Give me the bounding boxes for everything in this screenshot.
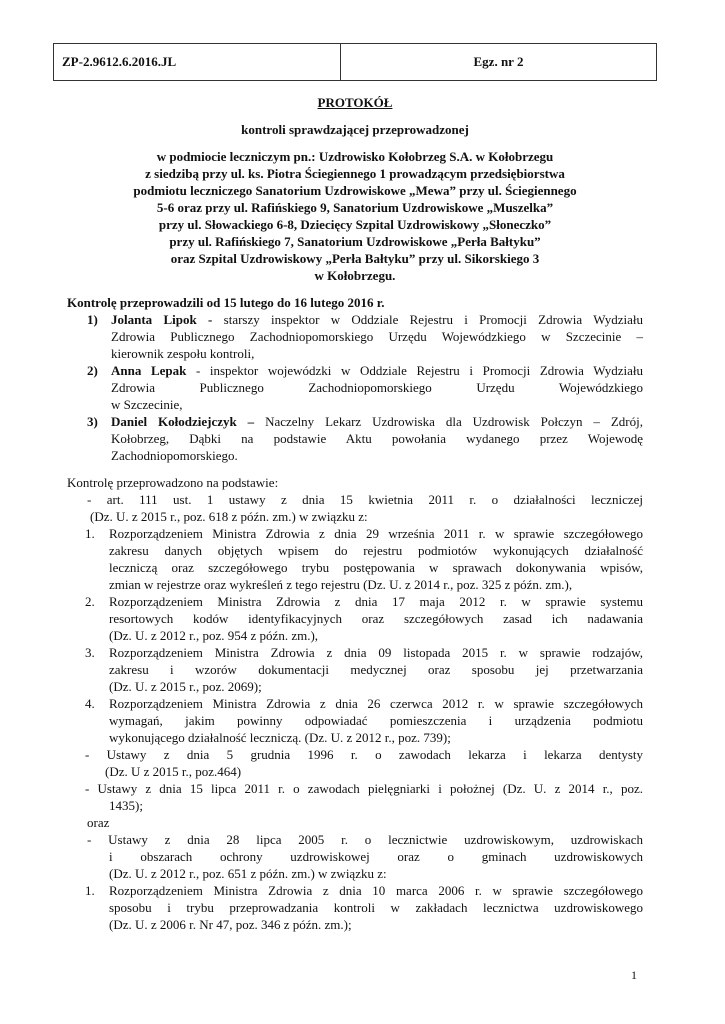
text-line xyxy=(111,413,643,430)
text-line: Rozporządzeniem Ministra Zdrowia z dnia 29 września 2011 r. w sprawie szczegółowego xyxy=(109,526,643,541)
text-line: 1435); xyxy=(109,798,143,813)
text-line: Zdrowia Publicznego Zachodniopomorskiego Urzędu Wojewódzkiego w Szczecinie – xyxy=(111,329,643,344)
entity-line: w podmiocie leczniczym pn.: Uzdrowisko Kołobrzeg S.A. w Kołobrzegu xyxy=(156,149,554,164)
text-line: sposobu i trybu przeprowadzania kontroli w zakładach lecznictwa uzdrowiskowego xyxy=(109,900,643,915)
text-line: kierownik zespołu kontroli, xyxy=(111,346,255,361)
entity-line: oraz Szpital Uzdrowiskowy „Perła Bałtyku” przy ul. Sikorskiego 3 xyxy=(170,251,540,266)
text-line: - Ustawy z dnia 28 lipca 2005 r. o lecznictwie uzdrowiskowym, uzdrowiskach xyxy=(87,832,643,847)
item-number: 4. xyxy=(85,696,95,711)
item-number: 3. xyxy=(85,645,95,660)
entity-line: w Kołobrzegu. xyxy=(314,268,396,283)
copy-number: Egz. nr 2 xyxy=(473,54,524,69)
controller-role: - inspektor wojewódzki w Oddziale Rejestru i Promocji Zdrowia Wydziału xyxy=(186,363,643,378)
document-title: PROTOKÓŁ xyxy=(317,95,393,110)
text-line: - art. 111 ust. 1 ustawy z dnia 15 kwietnia 2011 r. o działalności leczniczej xyxy=(87,492,643,507)
item-number: 1. xyxy=(85,526,95,541)
reference-table xyxy=(53,43,657,81)
text-line: (Dz. U. z 2015 r., poz. 2069); xyxy=(109,679,262,694)
legal-basis-section xyxy=(67,474,643,933)
document-subtitle: kontroli sprawdzającej przeprowadzonej xyxy=(241,122,469,137)
text-line: (Dz. U. z 2015 r., poz. 618 z późn. zm.) w związku z: xyxy=(90,509,368,524)
text-line: leczniczą oraz szczegółowego trybu postępowania w sprawach dokonywania wpisów, xyxy=(109,560,643,575)
controllers-section xyxy=(67,294,643,464)
text-line: - Ustawy z dnia 5 grudnia 1996 r. o zawodach lekarza i lekarza dentysty xyxy=(85,747,643,762)
regulation-item xyxy=(85,644,643,695)
controller-role: Naczelny Lekarz Uzdrowiska dla Uzdrowisk Połczyn – Zdrój, xyxy=(254,414,643,429)
entity-line: z siedzibą przy ul. ks. Piotra Ściegiennego 1 prowadzącym przedsiębiorstwa xyxy=(145,166,565,181)
item-number: 3) xyxy=(87,414,98,429)
controller-name: Jolanta Lipok - xyxy=(111,312,213,327)
basis-law-doctors xyxy=(85,746,643,780)
text-line: zmian w rejestrze oraz wykreśleń z tego rejestru (Dz. U. z 2014 r., poz. 325 z późn. zm.), xyxy=(109,577,573,592)
item-number: 1) xyxy=(87,312,98,327)
item-number: 1. xyxy=(85,883,95,898)
entity-description xyxy=(53,148,657,284)
text-line: (Dz. U z 2015 r., poz.464) xyxy=(105,764,242,779)
text-line: Rozporządzeniem Ministra Zdrowia z dnia 09 listopada 2015 r. w sprawie rodzajów, xyxy=(109,645,643,660)
controller-name: Daniel Kołodziejczyk – xyxy=(111,414,255,429)
item-number: 2) xyxy=(87,363,98,378)
text-line: Rozporządzeniem Ministra Zdrowia z dnia 26 czerwca 2012 r. w sprawie szczegółowych xyxy=(109,696,643,711)
text-line: Zdrowia Publicznego Zachodniopomorskiego Urzędu Wojewódzkiego xyxy=(111,380,643,395)
controller-item xyxy=(87,413,643,464)
regulation-item xyxy=(85,525,643,593)
basis-intro: Kontrolę przeprowadzono na podstawie: xyxy=(67,475,279,490)
regulation-item xyxy=(85,882,643,933)
text-line: Rozporządzeniem Ministra Zdrowia z dnia 17 maja 2012 r. w sprawie systemu xyxy=(109,594,643,609)
text-line: Rozporządzeniem Ministra Zdrowia z dnia 10 marca 2006 r. w sprawie szczegółowego xyxy=(109,883,643,898)
page-number: 1 xyxy=(631,968,637,982)
basis-law-nurses xyxy=(85,780,643,814)
text-line: (Dz. U. z 2012 r., poz. 954 z późn. zm.), xyxy=(109,628,319,643)
text-line: i obszarach ochrony uzdrowiskowej oraz o gminach uzdrowiskowych xyxy=(109,849,643,864)
entity-line: 5-6 oraz przy ul. Rafińskiego 9, Sanatorium Uzdrowiskowe „Muszelka” xyxy=(156,200,554,215)
controller-item xyxy=(87,362,643,413)
text-line: (Dz. U. z 2012 r., poz. 651 z późn. zm.) w związku z: xyxy=(109,866,387,881)
text-line: wymagań, jakim powinny odpowiadać pomieszczenia i urządzenia podmiotu xyxy=(109,713,643,728)
text-line: zakresu i wzorów dokumentacji medycznej oraz sposobu jej przetwarzania xyxy=(109,662,643,677)
basis-law-spa xyxy=(87,831,643,882)
text-line: Zachodniopomorskiego. xyxy=(111,448,238,463)
entity-line: przy ul. Słowackiego 6-8, Dziecięcy Szpital Uzdrowiskowy „Słoneczko” xyxy=(158,217,552,232)
controller-role: starszy inspektor w Oddziale Rejestru i Promocji Zdrowia Wydziału xyxy=(212,312,643,327)
text-line: w Szczecinie, xyxy=(111,397,183,412)
basis-conjunction: oraz xyxy=(87,815,110,830)
text-line: Kołobrzeg, Dąbki na podstawie Aktu powołania wydanego przez Wojewodę xyxy=(111,431,643,446)
entity-line: przy ul. Rafińskiego 7, Sanatorium Uzdrowiskowe „Perła Bałtyku” xyxy=(169,234,541,249)
regulation-item xyxy=(85,695,643,746)
controller-item xyxy=(87,311,643,362)
regulation-item xyxy=(85,593,643,644)
text-line: wykonującego działalność leczniczą. (Dz. U. z 2012 r., poz. 739); xyxy=(109,730,451,745)
text-line: (Dz. U. z 2006 r. Nr 47, poz. 346 z późn. zm.); xyxy=(109,917,352,932)
controller-name: Anna Lepak xyxy=(111,363,187,378)
text-line xyxy=(111,311,643,328)
text-line: resortowych kodów identyfikacyjnych oraz szczegółowych zasad ich nadawania xyxy=(109,611,643,626)
text-line: - Ustawy z dnia 15 lipca 2011 r. o zawodach pielęgniarki i położnej (Dz. U. z 2014 r., poz. xyxy=(85,781,643,796)
controllers-intro: Kontrolę przeprowadzili od 15 lutego do 16 lutego 2016 r. xyxy=(67,295,385,310)
item-number: 2. xyxy=(85,594,95,609)
entity-line: podmiotu leczniczego Sanatorium Uzdrowiskowe „Mewa” przy ul. Ściegiennego xyxy=(133,183,577,198)
reference-number: ZP-2.9612.6.2016.JL xyxy=(54,44,341,80)
basis-article xyxy=(87,491,643,525)
text-line: zakresu danych objętych wpisem do rejestru podmiotów wykonujących działalność xyxy=(109,543,643,558)
text-line xyxy=(111,362,643,379)
